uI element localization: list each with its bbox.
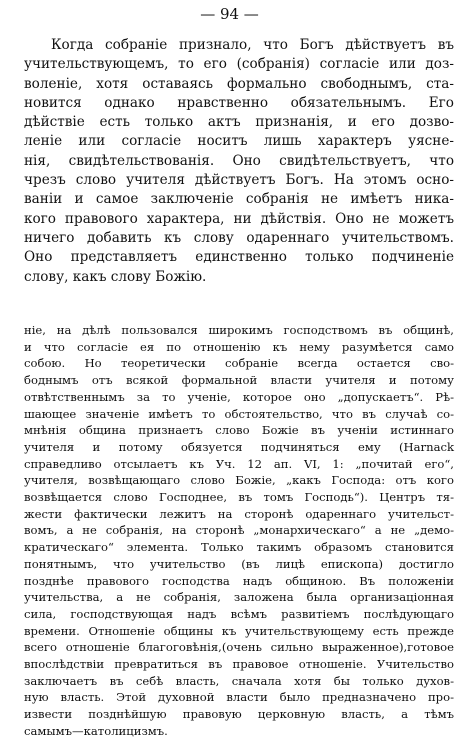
footnote-line: извести позднѣйшую правовую церковную власть, а тѣмъ (24, 707, 454, 722)
main-line: дѣйствіе есть только актъ признанія, и его дозво- (24, 114, 454, 131)
main-line: чрезъ слово учителя дѣйствуетъ Богъ. На этомъ осно- (24, 172, 454, 189)
main-paragraph (24, 36, 454, 287)
footnote-line: и что согласіе ея по отношенію къ нему разумѣется само (24, 339, 454, 354)
footnote-line: заключаетъ въ себѣ власть, сначала хотя бы только духов- (24, 673, 454, 688)
footnote-line: возвѣщается слово Господнее, въ томъ Господь“). Центръ тя- (24, 490, 454, 505)
footnote-line: учительства, а не собранія, заложена была организаціонная (24, 590, 454, 605)
main-line: Когда собраніе признало, что Богъ дѣйствуетъ въ (51, 37, 454, 53)
main-line: новится однако нравственно обязательнымъ. Его (24, 94, 454, 111)
footnote-line: мнѣнія община признаетъ слово Божіе въ ученіи истиннаго (24, 423, 454, 438)
footnote-line: шающее значеніе имѣетъ то обстоятельство, что въ случаѣ со- (24, 406, 454, 421)
main-line: ваніи и самое заключеніе собранія не имѣетъ ника- (24, 191, 454, 208)
footnote-line: ную власть. Этой духовной власти было предназначено про- (24, 690, 454, 705)
footnote-line: впослѣдствіи превратиться въ правовое отношеніе. Учительство (24, 657, 454, 672)
footnote-line: понятнымъ, что учительство (въ лицѣ епископа) достигло (24, 556, 454, 571)
footnote-line: учителя, возвѣщающаго слово Божіе, „какъ Господа: отъ кого (24, 473, 454, 488)
footnote-line: справедливо отсылаетъ къ Уч. 12 ап. VI, 1: „почитай его“, (24, 456, 454, 471)
footnote-line: жести фактически лежитъ на сторонѣ одареннаго учительст- (24, 506, 454, 521)
footnote-line: всего отношеніе благоговѣнія,(очень сильно выраженное),готовое (24, 640, 454, 655)
main-line: леніе или согласіе носитъ лишь характеръ уясне- (24, 133, 454, 150)
footnote-line: сила, господствующая надъ всѣмъ развитіемъ послѣдующаго (24, 606, 454, 621)
footnote-line: времени. Отношеніе общины къ учительствующему есть прежде (24, 623, 454, 638)
page-number: — 94 — (200, 5, 259, 23)
footnote (24, 322, 454, 740)
footnote-line: вомъ, а не собранія, на сторонѣ „монархическаго“ а не „демо- (24, 523, 454, 538)
main-line: слову, какъ слову Божію. (24, 268, 207, 285)
footnote-line: учителя и потому обязуется подчиняться ему (Harnack (24, 439, 454, 454)
main-line: воленіе, хотя оставаясь формально свободнымъ, ста- (24, 75, 454, 92)
footnote-line: боднымъ отъ всякой формальной власти учителя и потому (24, 373, 454, 388)
main-line: кого правового характера, ни дѣйствія. Оно не можетъ (24, 210, 454, 227)
footnote-line: позднѣе правового господства надъ общиною. Въ положеніи (24, 573, 454, 588)
footnote-line: кратическаго“ элемента. Только такимъ образомъ становится (24, 540, 454, 555)
main-line: нія, свидѣтельствованія. Оно свидѣтельствуетъ, что (24, 152, 454, 169)
footnote-line: отвѣтственнымъ за то ученіе, которое оно „допускаетъ“. Рѣ- (24, 389, 454, 404)
footnote-line: ніе, на дѣлѣ пользовался широкимъ господствомъ въ общинѣ, (24, 323, 454, 337)
main-line: ничего добавить къ слову одареннаго учительствомъ. (24, 229, 454, 246)
footnote-line: собою. Но теоретически собраніе всегда остается сво- (24, 356, 454, 371)
footnote-line: самымъ—католицизмъ. (24, 723, 168, 738)
main-line: учительствующемъ, то его (собранія) согласіе или доз- (24, 56, 454, 73)
main-line: Оно представляетъ единственно только подчиненіе (24, 249, 454, 266)
